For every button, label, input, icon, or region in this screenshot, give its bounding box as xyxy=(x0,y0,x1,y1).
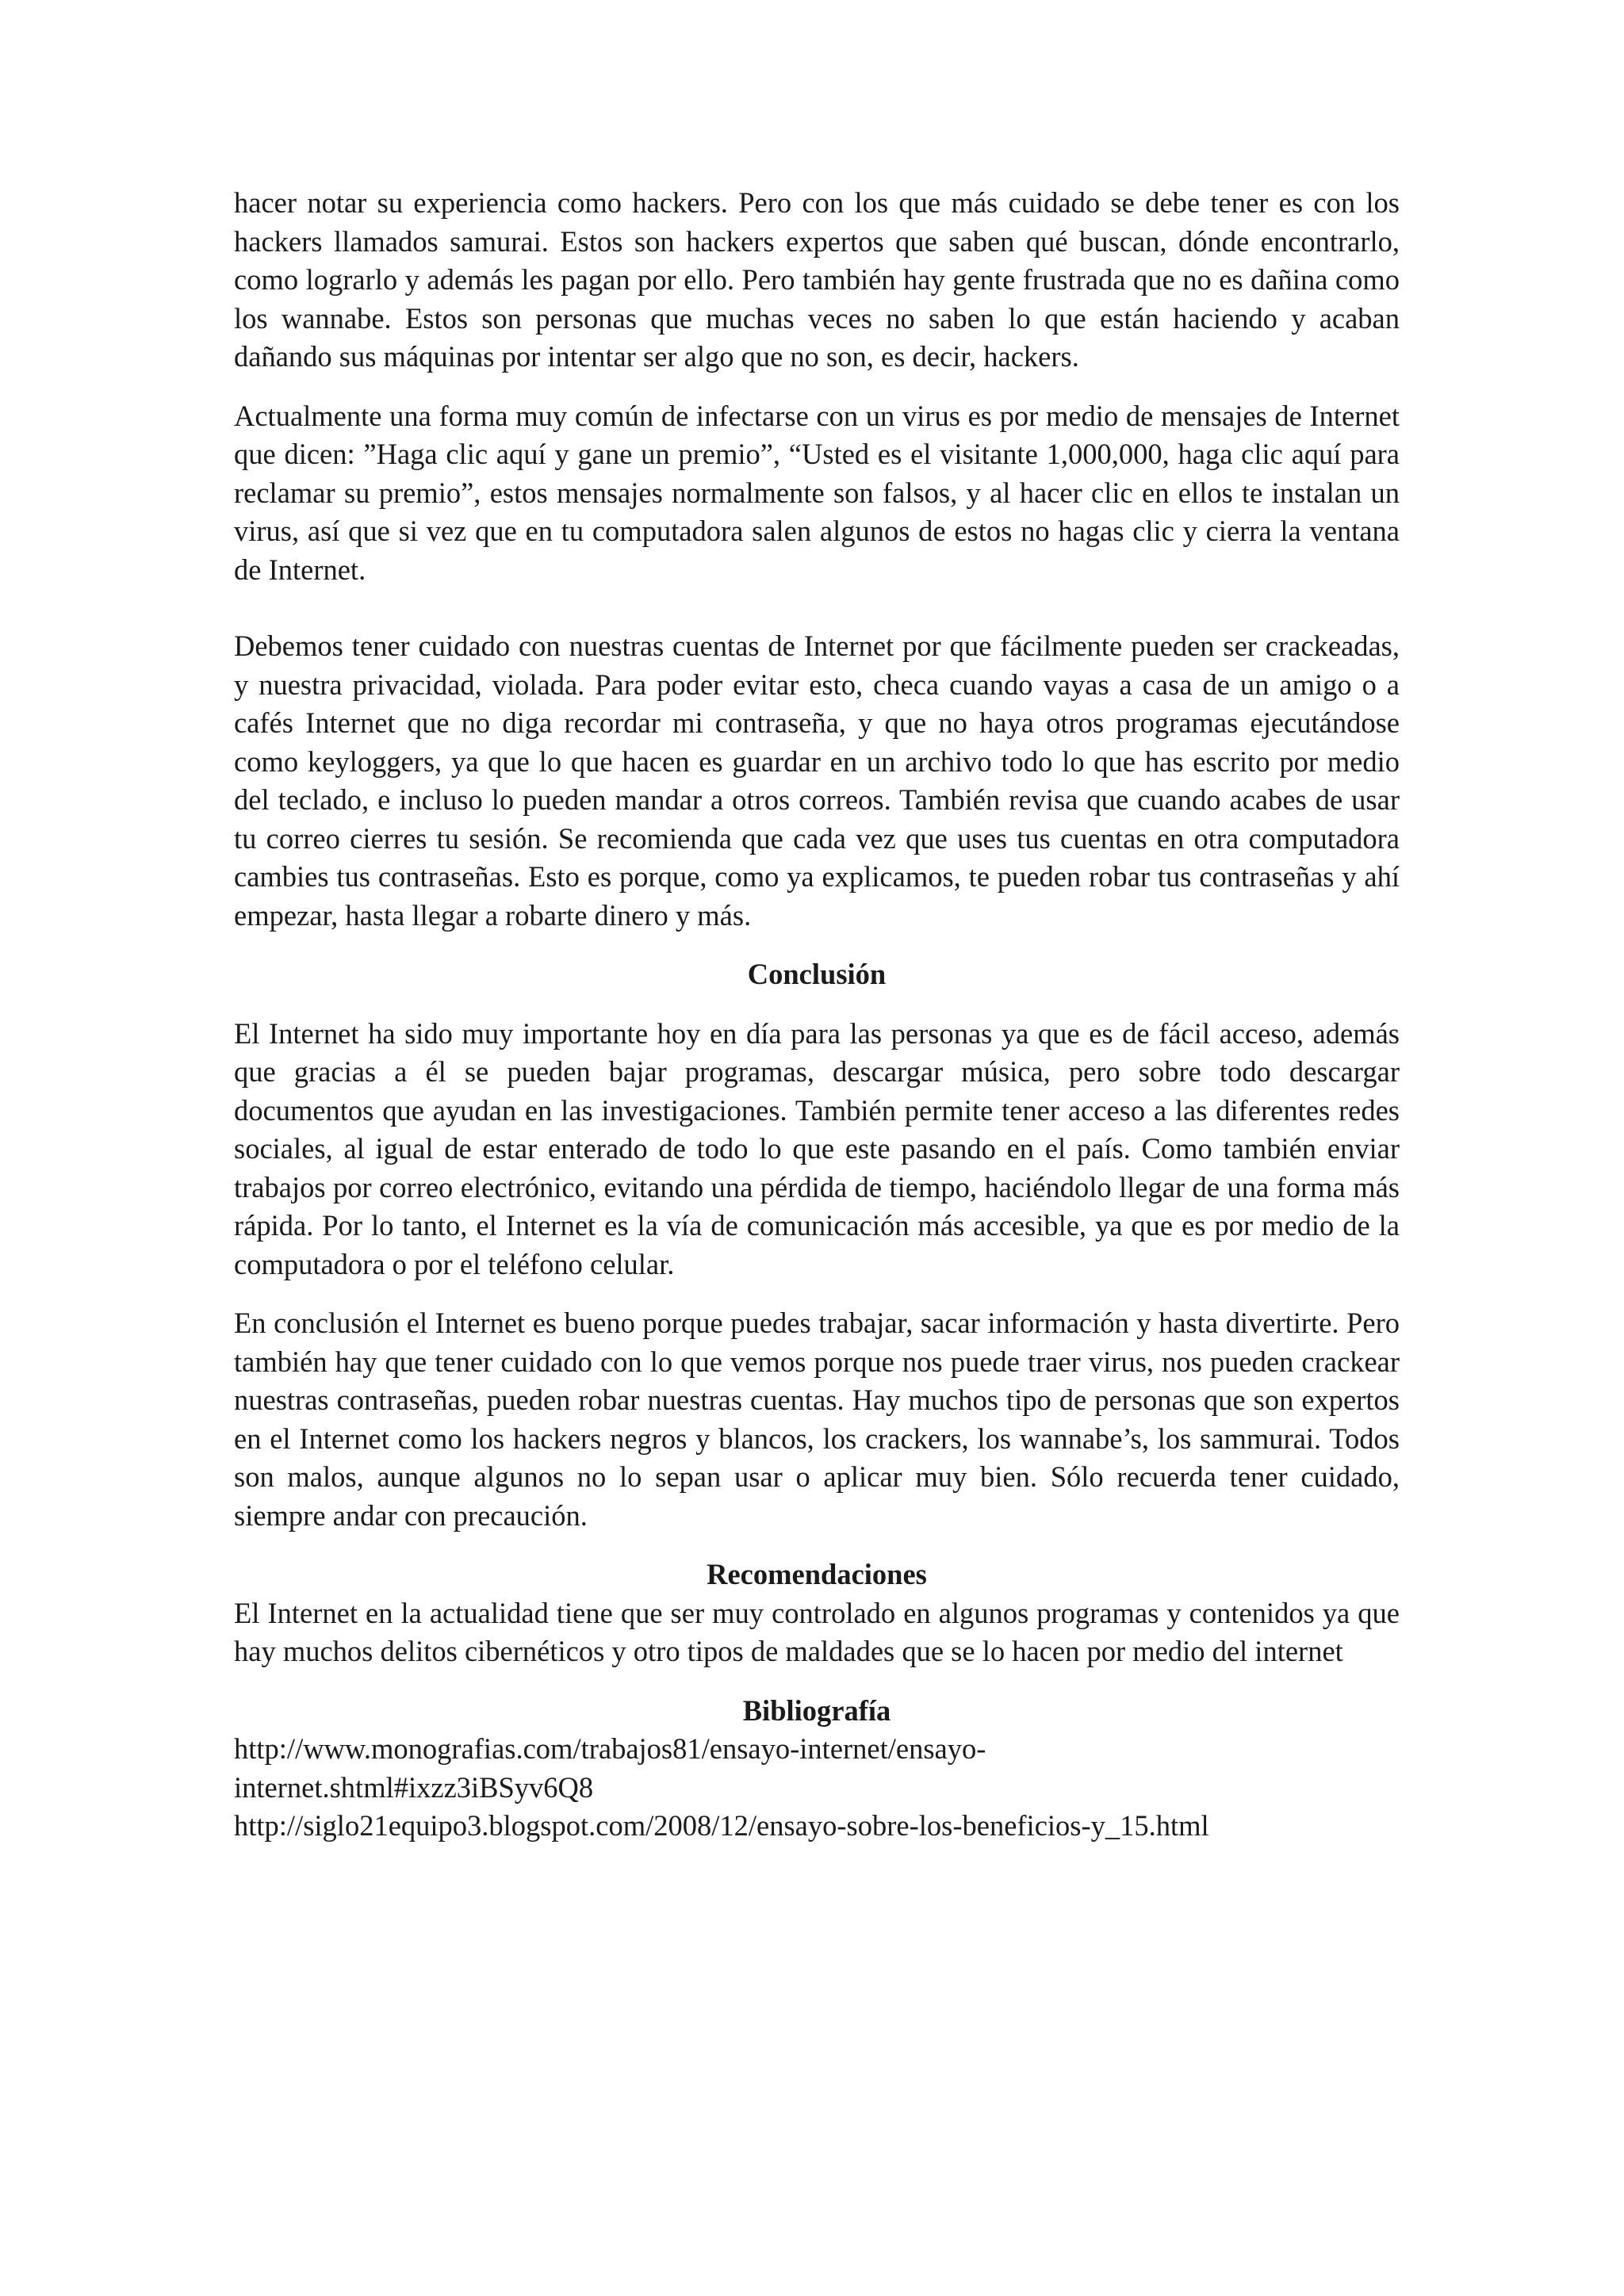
heading-bibliografia: Bibliografía xyxy=(742,1693,891,1727)
bibliography-entry-1-line-1: http://www.monografias.com/trabajos81/ensayo-internet/ensayo- xyxy=(234,1732,986,1765)
paragraph-recomendaciones: El Internet en la actualidad tiene que ser muy controlado en algunos programas y contenidos ya que hay muchos delitos cibernéticos y otro tipos de maldades que se lo hacen por medio del internet xyxy=(234,1596,1400,1667)
document-page xyxy=(234,184,1400,1846)
paragraph-conclusion-1: El Internet ha sido muy importante hoy en día para las personas ya que es de fácil acceso, además que gracias a él se pueden bajar programas, descargar música, pero sobre todo descargar documentos que ayudan en las investigaciones. También permite tener acceso a las diferentes redes sociales, al igual de estar enterado de todo lo que este pasando en el país. Como también enviar trabajos por correo electrónico, evitando una pérdida de tiempo, haciéndolo llegar de una forma más rápida. Por lo tanto, el Internet es la vía de comunicación más accesible, ya que es por medio de la computadora o por el teléfono celular. xyxy=(234,1016,1400,1280)
paragraph-virus-messages: Actualmente una forma muy común de infectarse con un virus es por medio de mensajes de Internet que dicen: ”Haga clic aquí y gane un premio”, “Usted es el visitante 1,000,000, haga clic aquí para reclamar su premio”, estos mensajes normalmente son falsos, y al hacer clic en ellos te instalan un virus, así que si vez que en tu computadora salen algunos de estos no hagas clic y cierra la ventana de Internet. xyxy=(234,399,1400,586)
bibliography-entry-2: http://siglo21equipo3.blogspot.com/2008/12/ensayo-sobre-los-beneficios-y_15.html xyxy=(234,1809,1209,1842)
paragraph-account-security: Debemos tener cuidado con nuestras cuentas de Internet por que fácilmente pueden ser crackeadas, y nuestra privacidad, violada. Para poder evitar esto, checa cuando vayas a casa de un amigo o a cafés Internet que no diga recordar mi contraseña, y que no haya otros programas ejecutándose como keyloggers, ya que lo que hacen es guardar en un archivo todo lo que has escrito por medio del teclado, e incluso lo pueden mandar a otros correos. También revisa que cuando acabes de usar tu correo cierres tu sesión. Se recomienda que cada vez que uses tus cuentas en otra computadora cambies tus contraseñas. Esto es porque, como ya explicamos, te pueden robar tus contraseñas y ahí empezar, hasta llegar a robarte dinero y más. xyxy=(234,629,1400,932)
paragraph-hackers: hacer notar su experiencia como hackers. Pero con los que más cuidado se debe tener es con los hackers llamados samurai. Estos son hackers expertos que saben qué buscan, dónde encontrarlo, como lograrlo y además les pagan por ello. Pero también hay gente frustrada que no es dañina como los wannabe. Estos son personas que muchas veces no saben lo que están haciendo y acaban dañando sus máquinas por intentar ser algo que no son, es decir, hackers. xyxy=(234,186,1400,373)
bibliography-entry-1-line-2: internet.shtml#ixzz3iBSyv6Q8 xyxy=(234,1770,594,1804)
heading-conclusion: Conclusión xyxy=(747,958,887,990)
heading-recomendaciones: Recomendaciones xyxy=(707,1558,927,1590)
paragraph-conclusion-2: En conclusión el Internet es bueno porque puedes trabajar, sacar información y hasta divertirte. Pero también hay que tener cuidado con lo que vemos porque nos puede traer virus, nos pueden crackear nuestras contraseñas, pueden robar nuestras cuentas. Hay muchos tipo de personas que son expertos en el Internet como los hackers negros y blancos, los crackers, los wannabe’s, los sammurai. Todos son malos, aunque algunos no lo sepan usar o aplicar muy bien. Sólo recuerda tener cuidado, siempre andar con precaución. xyxy=(234,1307,1400,1532)
